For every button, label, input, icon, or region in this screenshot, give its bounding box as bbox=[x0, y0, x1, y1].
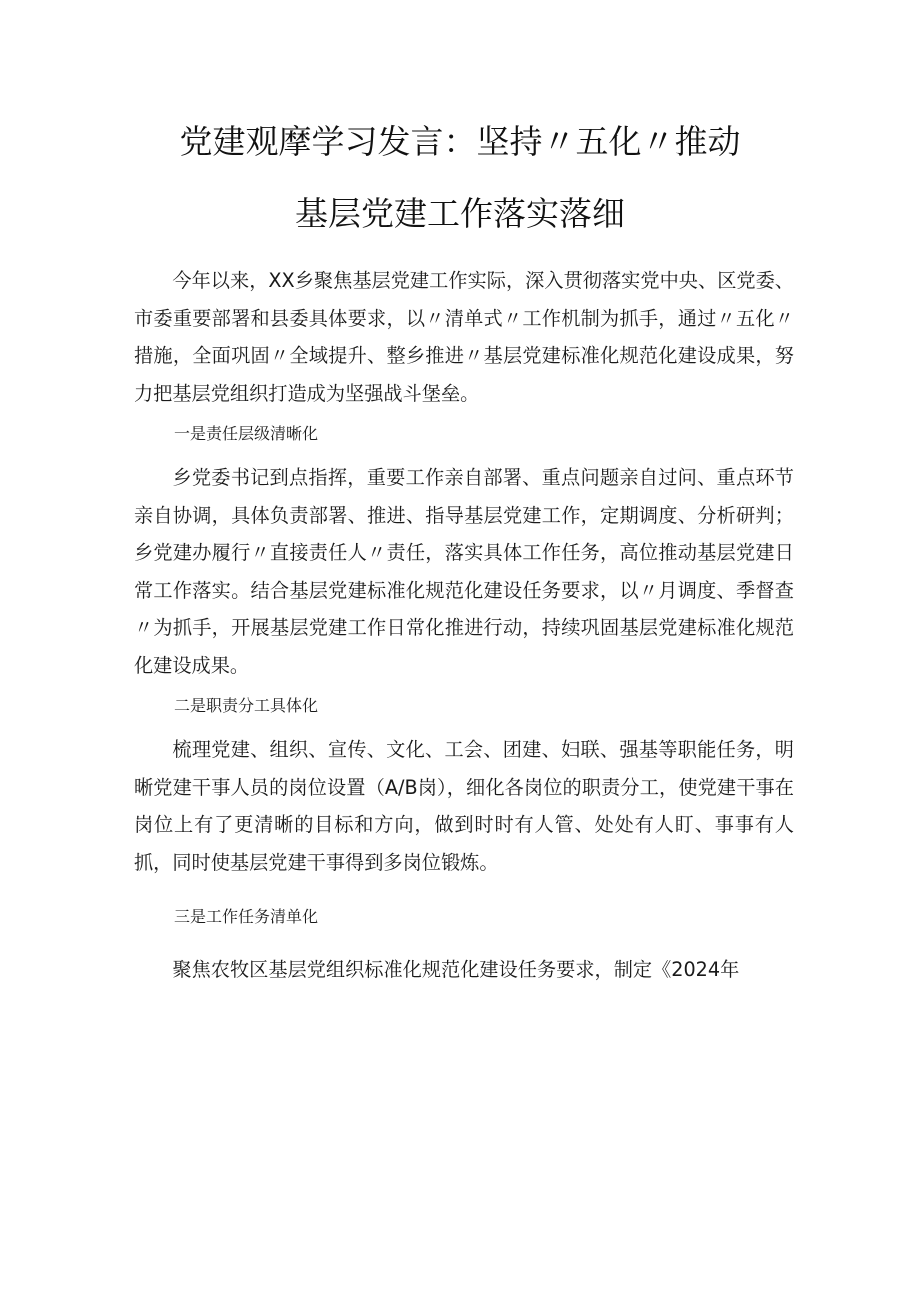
title-line-1: 党建观摩学习发言：坚持〃五化〃推动 bbox=[179, 122, 741, 161]
section-heading-3: 三是工作任务清单化 bbox=[174, 907, 319, 926]
section-body-2: 梳理党建、组织、宣传、文化、工会、团建、妇联、强基等职能任务，明晰党建干事人员的岗位设置（A/B岗），细化各岗位的职责分工，使党建干事在岗位上有了更清晰的目标和方向，做到时时有人管、处处有人盯、事事有人抓，同时使基层党建干事得到多岗位锻炼。 bbox=[134, 738, 794, 874]
document-title bbox=[0, 122, 920, 234]
document-body bbox=[134, 262, 794, 989]
section-body-1: 乡党委书记到点指挥，重要工作亲自部署、重点问题亲自过问、重点环节亲自协调，具体负责部署、推进、指导基层党建工作，定期调度、分析研判；乡党建办履行〃直接责任人〃责任，落实具体工作任务，高位推动基层党建日常工作落实。结合基层党建标准化规范化建设任务要求，以〃月调度、季督查〃为抓手，开展基层党建工作日常化推进行动，持续巩固基层党建标准化规范化建设成果。 bbox=[134, 466, 794, 677]
section-body-3: 聚焦农牧区基层党组织标准化规范化建设任务要求，制定《2024年 bbox=[172, 958, 740, 981]
section-heading-2: 二是职责分工具体化 bbox=[174, 696, 319, 715]
section-heading-1: 一是责任层级清晰化 bbox=[174, 424, 319, 443]
intro-paragraph: 今年以来，XX乡聚焦基层党建工作实际，深入贯彻落实党中央、区党委、市委重要部署和县委具体要求，以〃清单式〃工作机制为抓手，通过〃五化〃措施，全面巩固〃全域提升、整乡推进〃基层党建标准化规范化建设成果，努力把基层党组织打造成为坚强战斗堡垒。 bbox=[134, 269, 794, 405]
title-line-2: 基层党建工作落实落细 bbox=[295, 194, 625, 233]
